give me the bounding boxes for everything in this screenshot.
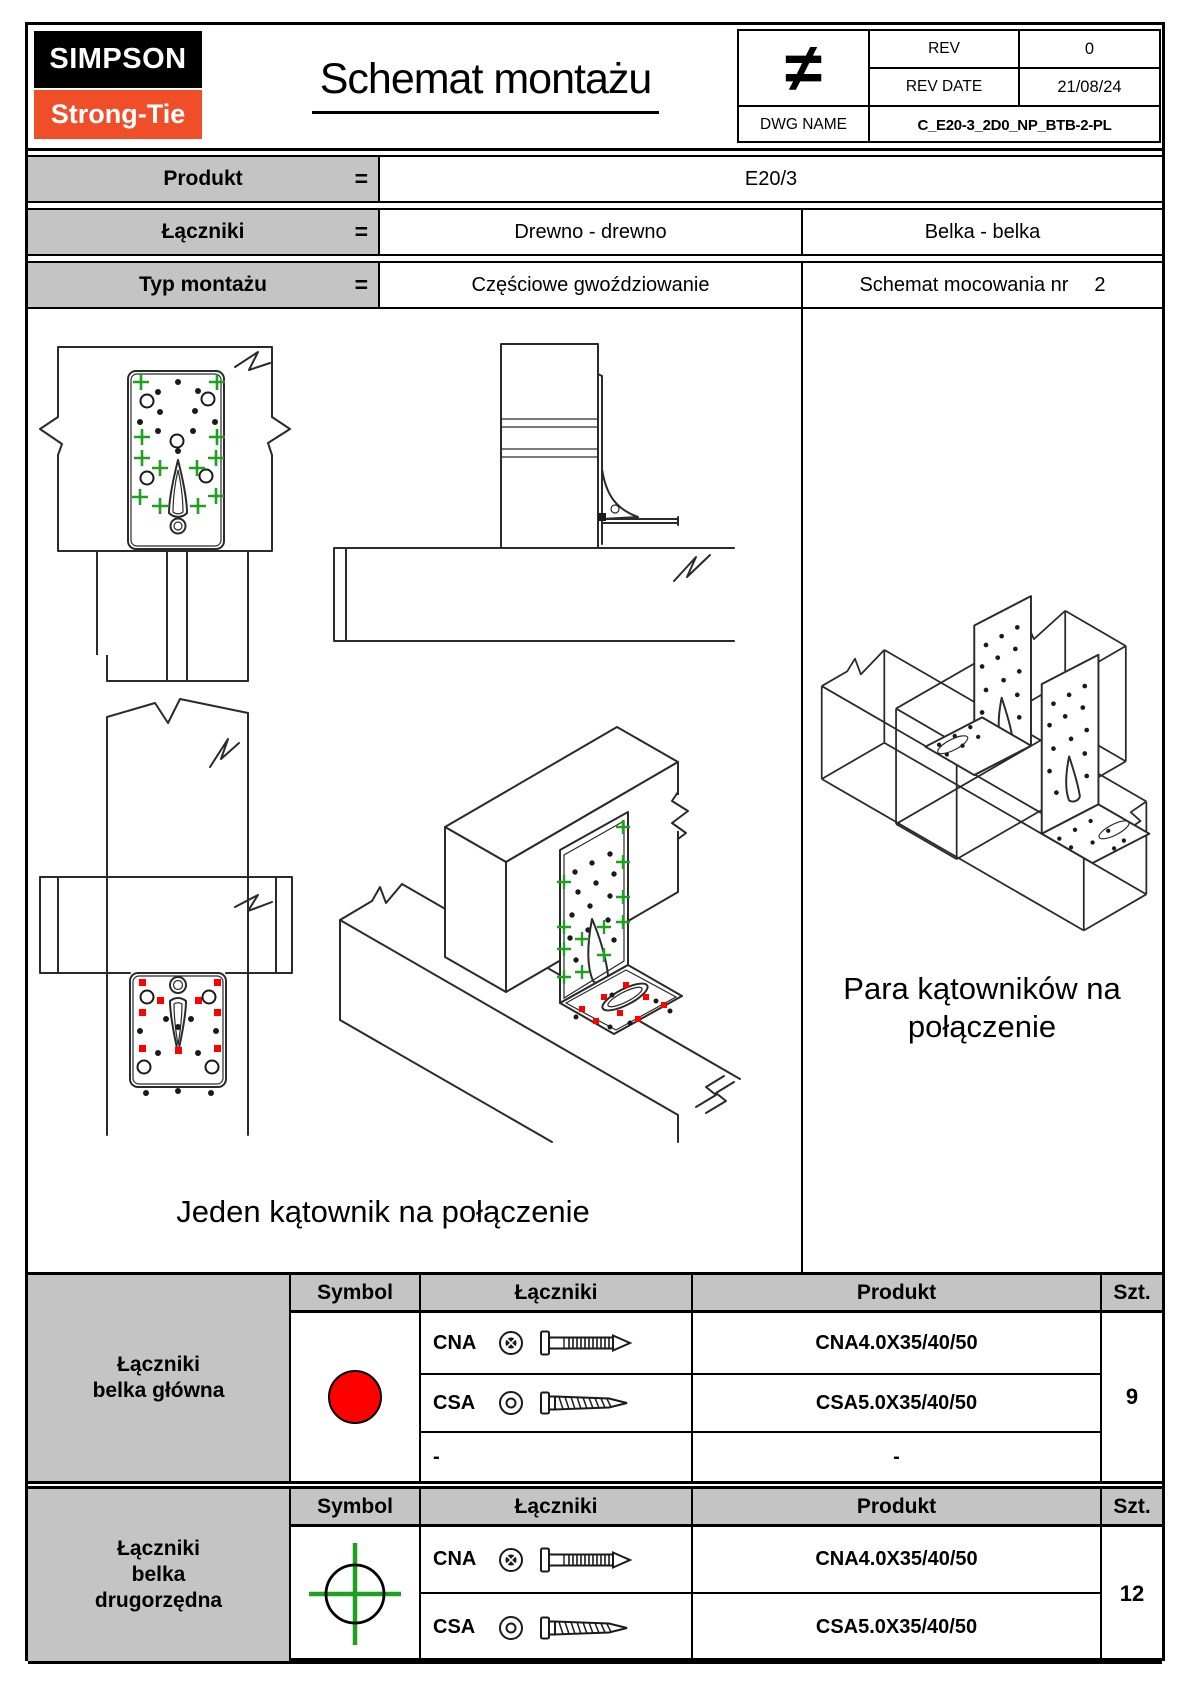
product-value: CSA5.0X35/40/50 <box>693 1594 1102 1661</box>
equals-sign: = <box>354 218 368 245</box>
info-row-produkt <box>28 155 1162 203</box>
caption-pair-brackets <box>808 970 1156 1046</box>
fastener-code: CSA <box>433 1391 476 1414</box>
cna-head-icon <box>496 1328 526 1358</box>
caption-pair-line2: połączenie <box>907 1009 1057 1044</box>
caption-single-bracket: Jeden kątownik na połączenie <box>176 1194 590 1229</box>
header-produkt: Produkt <box>693 1275 1102 1313</box>
logo-strongtie: Strong-Tie <box>34 90 202 139</box>
fastener-code: - <box>433 1445 440 1468</box>
side-view-drawing <box>296 319 736 655</box>
produkt-value: E20/3 <box>744 167 798 190</box>
drawing-area-divider <box>801 309 803 1272</box>
title-block <box>737 29 1161 143</box>
info-row-typ-montazu <box>28 261 1162 309</box>
front-view-main-beam-drawing <box>30 319 300 655</box>
fastener-row <box>421 1527 693 1594</box>
fastener-row <box>421 1594 693 1661</box>
rev-date-value: 21/08/24 <box>1020 69 1159 107</box>
header-symbol: Symbol <box>291 1275 421 1313</box>
header-szt: Szt. <box>1102 1489 1162 1527</box>
schemat-mocowania-label: Schemat mocowania nr <box>859 273 1069 296</box>
header-laczniki: Łączniki <box>421 1275 693 1313</box>
fastener-code: CNA <box>433 1331 477 1354</box>
produkt-label: Produkt <box>163 167 243 190</box>
fastener-code: CSA <box>433 1616 476 1638</box>
fasteners-table-main-beam <box>28 1272 1162 1484</box>
info-row-laczniki <box>28 208 1162 256</box>
header-laczniki: Łączniki <box>421 1489 693 1527</box>
product-value: CNA4.0X35/40/50 <box>693 1313 1102 1375</box>
header-symbol: Symbol <box>291 1489 421 1527</box>
red-dot-symbol <box>291 1313 421 1481</box>
drawing-sheet <box>25 22 1165 1661</box>
rev-value: 0 <box>1020 31 1159 69</box>
green-crosshair-symbol <box>291 1527 421 1661</box>
not-equal-icon: ≠ <box>739 31 870 107</box>
fastener-row <box>421 1313 693 1375</box>
wood-screw-icon <box>537 1614 657 1642</box>
page-title: Schemat montażu <box>312 55 660 114</box>
schemat-mocowania-number: 2 <box>1094 273 1106 296</box>
logo-simpson: SIMPSON <box>34 31 202 88</box>
dwg-name-value: C_E20-3_2D0_NP_BTB-2-PL <box>917 116 1112 134</box>
equals-sign: = <box>354 165 368 192</box>
group-label: Łączniki belka główna <box>28 1275 291 1481</box>
simpson-strongtie-logo <box>34 31 202 141</box>
rev-date-label: REV DATE <box>870 69 1020 107</box>
product-value: CNA4.0X35/40/50 <box>693 1527 1102 1594</box>
fastener-row <box>421 1375 693 1433</box>
laczniki-label: Łączniki <box>161 220 245 243</box>
typ-montazu-label: Typ montażu <box>139 273 267 296</box>
ring-shank-nail-icon <box>537 1329 657 1357</box>
wood-screw-icon <box>537 1389 657 1417</box>
dwg-name-label: DWG NAME <box>739 107 870 143</box>
laczniki-value-2: Belka - belka <box>924 220 1041 243</box>
product-value: - <box>693 1433 1102 1481</box>
fasteners-table-secondary-beam <box>28 1486 1162 1664</box>
caption-pair-line1: Para kątowników na <box>843 971 1121 1006</box>
cna-head-icon <box>496 1545 526 1575</box>
quantity-value: 12 <box>1119 1581 1145 1606</box>
header-szt: Szt. <box>1102 1275 1162 1313</box>
typ-montazu-value: Częściowe gwoździowanie <box>471 273 710 296</box>
ring-shank-nail-icon <box>537 1546 657 1574</box>
single-bracket-iso-drawing <box>320 687 778 1147</box>
equals-sign: = <box>354 271 368 298</box>
group-label: Łączniki belka drugorzędna <box>28 1489 291 1661</box>
quantity-value: 9 <box>1125 1384 1139 1409</box>
csa-head-icon <box>496 1613 526 1643</box>
front-view-secondary-beam-drawing <box>30 655 300 1147</box>
csa-head-icon <box>496 1388 526 1418</box>
bracket-pair-iso-drawing <box>810 493 1162 973</box>
laczniki-value-1: Drewno - drewno <box>514 220 667 243</box>
rev-label: REV <box>870 31 1020 69</box>
product-value: CSA5.0X35/40/50 <box>693 1375 1102 1433</box>
header-produkt: Produkt <box>693 1489 1102 1527</box>
sheet-header <box>28 25 1162 151</box>
fastener-code: CNA <box>433 1548 477 1570</box>
fastener-row <box>421 1433 693 1481</box>
